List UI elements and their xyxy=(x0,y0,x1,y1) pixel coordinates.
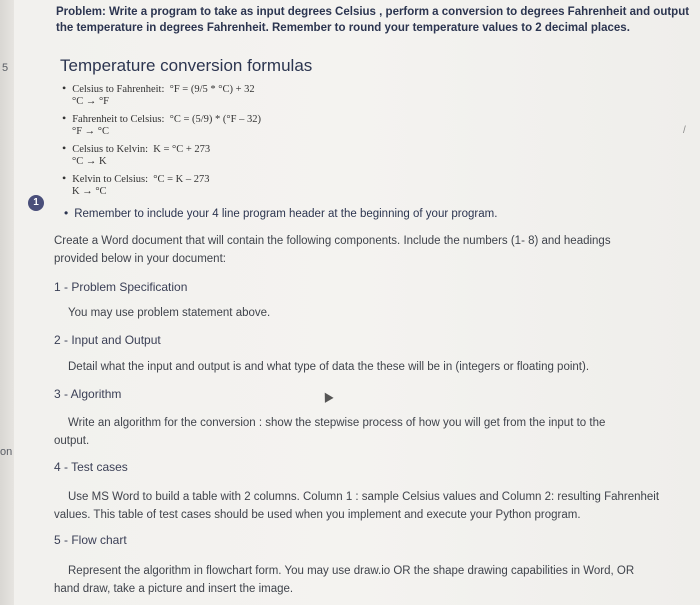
section-text-input-output: Detail what the input and output is and what type of data the these will be in (integers or floating point). xyxy=(68,361,590,373)
formula-expression: °C = (5/9) * (°F – 32) xyxy=(169,114,261,125)
reminder-text: Remember to include your 4 line program header at the beginning of your program. xyxy=(74,208,498,220)
section-title-test-cases: 4 - Test cases xyxy=(54,460,128,474)
section-title-problem-specification: 1 - Problem Specification xyxy=(54,280,188,294)
formula-item-f-to-c xyxy=(62,111,261,126)
formula-arrow-c-to-f: °C → °F xyxy=(72,96,109,107)
section-text-flow-chart-1: Represent the algorithm in flowchart form. You may use draw.io OR the shape drawing capabilities in Word, OR xyxy=(68,565,635,577)
intro-line-1: Create a Word document that will contain the following components. Include the numbers (1- 8) and headings xyxy=(54,235,611,247)
section-title-input-output: 2 - Input and Output xyxy=(54,333,161,347)
section-text-test-cases-1: Use MS Word to build a table with 2 columns. Column 1 : sample Celsius values and Column 2: resulting Fahrenheit xyxy=(68,491,660,503)
bullet: • xyxy=(64,206,69,220)
formula-item-k-to-c xyxy=(62,171,210,186)
formula-label: Celsius to Kelvin: xyxy=(72,144,149,155)
formula-label: Kelvin to Celsius: xyxy=(72,174,149,185)
section-text-algorithm-1: Write an algorithm for the conversion : show the stepwise process of how you will get from the input to the xyxy=(68,417,606,429)
formula-arrow-c-to-k: °C → K xyxy=(72,156,107,167)
formula-item-c-to-k xyxy=(62,141,210,156)
bullet: • xyxy=(62,111,67,125)
formula-label: Fahrenheit to Celsius: xyxy=(72,114,165,125)
problem-line-1: Problem: Write a program to take as input degrees Celsius , perform a conversion to degrees Fahrenheit and output xyxy=(56,6,690,18)
formula-expression: K = °C + 273 xyxy=(153,144,211,155)
section-text-flow-chart-2: hand draw, take a picture and insert the image. xyxy=(54,583,294,595)
intro-line-2: provided below in your document: xyxy=(54,253,226,265)
problem-line-2: the temperature in degrees Fahrenheit. Remember to round your temperature values to 2 decimal places. xyxy=(56,22,630,34)
section-text-algorithm-2: output. xyxy=(54,435,90,447)
bullet: • xyxy=(62,81,67,95)
reminder-line xyxy=(64,206,497,222)
formula-label: Celsius to Fahrenheit: xyxy=(72,84,165,95)
formula-expression: °F = (9/5 * °C) + 32 xyxy=(169,84,255,95)
left-window-edge xyxy=(0,0,14,605)
edge-mark-bottom: on xyxy=(0,446,13,458)
step-number-badge: 1 xyxy=(28,195,44,211)
bullet: • xyxy=(62,171,67,185)
section-text-problem-specification: You may use problem statement above. xyxy=(68,307,271,319)
edge-mark-top: 5 xyxy=(2,62,9,74)
bullet: • xyxy=(62,141,67,155)
formula-arrow-f-to-c: °F → °C xyxy=(72,126,109,137)
section-title-flow-chart: 5 - Flow chart xyxy=(54,533,127,547)
section-text-test-cases-2: values. This table of test cases should be used when you implement and execute your Python program. xyxy=(54,509,581,521)
formulas-heading: Temperature conversion formulas xyxy=(60,56,313,75)
section-title-algorithm: 3 - Algorithm xyxy=(54,387,122,401)
stray-mark: / xyxy=(683,125,686,136)
formula-expression: °C = K – 273 xyxy=(153,174,210,185)
formula-item-c-to-f xyxy=(62,81,255,96)
formula-arrow-k-to-c: K → °C xyxy=(72,186,107,197)
